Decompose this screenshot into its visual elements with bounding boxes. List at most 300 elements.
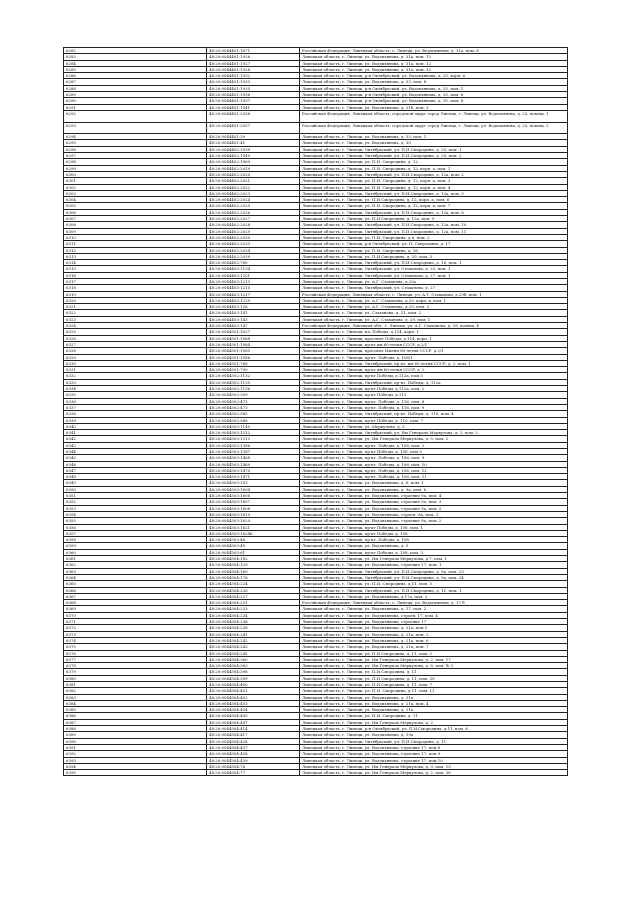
address-cell: Липецкая область, г. Липецк, пр-кт. Победы, д. 108, пом. 2 [300,442,568,448]
address-cell: Липецкая область, г. Липецк, Октябрьский, ул. П.И.Смородина, д. 12а, пом. 11 [300,228,568,234]
row-number-cell: 6383 [64,694,207,700]
row-number-cell: 6349 [64,480,207,486]
cadastral-number-cell: 48:20:0044402:1940 [207,153,300,159]
address-cell: Липецкая область, г. Липецк, ул. П.И. Смородина, д. 16 [300,247,568,253]
row-number-cell: 6298 [64,159,207,165]
cadastral-number-cell: 48:20:0044402:2027 [207,216,300,222]
row-number-cell: 6333 [64,379,207,385]
address-cell: Липецкая область, г. Липецк, р-н Октябрьский, ул. Водопьянова, д. 25, корп. а [300,73,568,79]
address-cell: Липецкая область, г. Липецк, ул. Водопьянова, строение 17, пом 9 [300,751,568,757]
cadastral-number-cell: 48:20:0044504:402 [207,694,300,700]
row-number-cell: 6332 [64,373,207,379]
row-number-cell: 6335 [64,392,207,398]
cadastral-number-cell: 48:20:0044403:141 [207,310,300,316]
cadastral-number-cell: 48:20:0044501:768 [207,360,300,366]
row-number-cell: 6348 [64,474,207,480]
cadastral-number-cell: 48:20:0044401:1937 [207,98,300,104]
cadastral-number-cell: 48:20:0044503:153 [207,480,300,486]
row-number-cell: 6388 [64,726,207,732]
row-number-cell: 6358 [64,537,207,543]
address-cell: Липецкая область, г. Липецк, ул. Водопьянова, строение 9а, пом. 5 [300,505,568,511]
address-cell: Липецкая область, г. Липецк, Октябрьский, ул. П.И.Смородина, д. 20, пом. 2 [300,153,568,159]
cadastral-number-cell: 48:20:0044401:1933 [207,79,300,85]
cadastral-number-cell: 48:20:0044504:414 [207,726,300,732]
row-number-cell: 6285 [64,66,207,72]
row-number-cell: 6329 [64,354,207,360]
address-cell: Липецкая область, г. Липецк, ул. П.И. Смородина, д. 12 [300,159,568,165]
cadastral-number-cell: 48:20:0044504:224 [207,581,300,587]
row-number-cell: 6303 [64,190,207,196]
cadastral-number-cell: 48:20:0044503:1387 [207,449,300,455]
row-number-cell: 6379 [64,669,207,675]
address-cell: Липецкая область, г. Липецк, пр-кт. Победы, д. 106, пом. 9 [300,455,568,461]
document-page [63,47,567,776]
row-number-cell: 6330 [64,360,207,366]
cadastral-number-cell: 48:20:0044504:363 [207,663,300,669]
cadastral-number-cell: 48:20:0044402:1969 [207,159,300,165]
row-number-cell: 6300 [64,171,207,177]
address-cell: Липецкая область, г. Липецк, ул. Водопьянова, д. 9а, пом. 6 [300,486,568,492]
address-cell: Российская Федерация, Липецкая обл., г. Липецк, ул. А.Г. Стаханова, д. 39, помещ. 4 [300,323,568,329]
address-cell: Липецкая область, г. Липецк, проспект Имени 60-летия СССР, д.2/1 [300,348,568,354]
row-number-cell: 6322 [64,310,207,316]
address-cell: Липецкая область, г. Липецк, ул. П.И.Смородина, д. 12, корп. а, пом. 6 [300,197,568,203]
row-number-cell: 6331 [64,367,207,373]
cadastral-number-cell: 48:20:0044403:1217 [207,291,300,297]
row-number-cell: 6316 [64,272,207,278]
address-cell: Липецкая область, г. Липецк, пр-кт. Победы, д. 106, пом. 12 [300,467,568,473]
address-cell: Липецкая область, г. Липецк, ул. Водопьянова, д. 21а, пом 5 [300,625,568,631]
row-number-cell: 6339 [64,417,207,423]
row-number-cell: 6282 [64,48,207,54]
address-cell: Липецкая область, г. Липецк, ул. Им Генерала Меркулова, д. 2, пом. 17 [300,656,568,662]
row-number-cell: 6368 [64,600,207,606]
cadastral-number-cell: 48:20:0044504:439 [207,757,300,763]
cadastral-number-cell: 48:20:0044402:2028 [207,222,300,228]
row-number-cell: 6382 [64,688,207,694]
address-cell: Липецкая область, г. Липецк, пр-кт. Победы, д. 106, пом. 10 [300,461,568,467]
address-cell: Липецкая область, г. Липецк, р-н Октябрьский, ул. Водопьянова, д. 35, пом. 8 [300,98,568,104]
cadastral-number-cell: 48:20:0044503:1621 [207,524,300,530]
cadastral-number-cell: 48:20:0044402:2033 [207,241,300,247]
cadastral-number-cell: 48:20:0044403:147 [207,323,300,329]
address-cell: Российская Федерация, Липецкая область, городской округ город Липецк, г. Липецк, ул. Водопьянова, д. 25, помещ. 2 [300,122,568,134]
cadastral-number-cell: 48:20:0044502:565 [207,411,300,417]
table-body [64,48,568,776]
address-cell: Липецкая область, г. Липецк, ул. П.И.Смородина, д. 11 [300,669,568,675]
row-number-cell: 6341 [64,430,207,436]
row-number-cell: 6354 [64,511,207,517]
cadastral-number-cell: 48:20:0044501:1084 [207,341,300,347]
row-number-cell: 6380 [64,675,207,681]
cadastral-number-cell: 48:20:0044504:233 [207,606,300,612]
row-number-cell: 6313 [64,253,207,259]
row-number-cell: 6290 [64,98,207,104]
cadastral-number-cell: 48:20:0044504:234 [207,612,300,618]
address-cell: Липецкая область, г. Липецк, пр-кт. Победы, д. 106, пом. 11 [300,474,568,480]
row-number-cell: 6344 [64,449,207,455]
address-cell: Российская Федерация, Липецкая область, г. Липецк, ул. Водопьянова, д. 17 б [300,600,568,606]
cadastral-number-cell: 48:20:0044504:243 [207,644,300,650]
cadastral-number-cell: 48:20:0044503:1607 [207,499,300,505]
address-cell: Липецкая область, г. Липецк, р-н Октябрьский, ул. П.И.Смородина, д.11, пом. 6 [300,726,568,732]
address-cell: Липецкая область, г. Липецк, пр-кт Победы, д. 108 [300,530,568,536]
address-cell: Липецкая область, г. Липецк, ул. Меркулова, д. 5 [300,423,568,429]
cadastral-number-cell: 48:20:0044504:231 [207,600,300,606]
cadastral-number-cell: 48:20:0044401:39 [207,134,300,140]
row-number-cell: 6296 [64,146,207,152]
address-cell: Липецкая область, г. Липецк, Октябрьский, ул. П.И.Смородина, д. 9а, пом. 23 [300,568,568,574]
cadastral-number-cell: 48:20:0044503:1470 [207,467,300,473]
row-number-cell: 6323 [64,316,207,322]
address-cell: Липецкая область, г. Липецк, пр-кт. Победы, д. 116, пом. 9 [300,404,568,410]
property-table [63,47,568,776]
cadastral-number-cell: 48:20:0044503:1386 [207,442,300,448]
address-cell: Липецкая область, г. Липецк, ул. П.И. Смородина, д. 12, корп. а, пом. 3 [300,178,568,184]
cadastral-number-cell: 48:20:0044503:1608 [207,505,300,511]
cadastral-number-cell: 48:20:0044403:1213 [207,278,300,284]
address-cell: Липецкая область, г. Липецк, ул. Водопьянова, д. 9 [300,543,568,549]
row-number-cell: 6327 [64,341,207,347]
address-cell: Липецкая область, г. Липецк, ул. Стаханова, д. 21, пом. 2 [300,310,568,316]
row-number-cell: 6364 [64,574,207,580]
address-cell: Липецкая область, г. Липецк, ул. Водопьянова, строен. 9А, пом. 1 [300,511,568,517]
address-cell: Липецкая область, г. Липецк, ул. Водопьянова, д. 33, пом. 1 [300,134,568,140]
cadastral-number-cell: 48:20:0044504:77 [207,770,300,776]
cadastral-number-cell: 48:20:0044503:1312 [207,430,300,436]
row-number-cell: 6365 [64,581,207,587]
table-row [64,110,568,122]
address-cell: Липецкая область, г. Липецк, Октябрьский, ул. П.И.Смородина, д. 12а, пом. 2 [300,171,568,177]
cadastral-number-cell: 48:20:0044502:568 [207,417,300,423]
row-number-cell: 6377 [64,656,207,662]
address-cell: Липецкая область, г. Липецк, ул. Водопьянова, д. 19а [300,732,568,738]
address-cell: Липецкая область, г. Липецк, ул. Водопьянова, д. 21б, пом. 3 [300,104,568,110]
row-number-cell: 6337 [64,404,207,410]
row-number-cell: 6289 [64,92,207,98]
cadastral-number-cell: 48:20:0044402:2026 [207,209,300,215]
address-cell: Липецкая область, г. Липецк, ул. Водопьянова, д. 17, пом. 2 [300,606,568,612]
address-cell: Липецкая область, г. Липецк, ул. П.И. Смородина, д. 12, корп. а, пом. 4 [300,184,568,190]
row-number-cell: 6287 [64,79,207,85]
row-number-cell: 6315 [64,266,207,272]
row-number-cell: 6320 [64,297,207,303]
row-number-cell: 6366 [64,587,207,593]
address-cell: Липецкая область, г. Липецк, ул. П.И Смородина, д. 11, пом. 39 [300,675,568,681]
cadastral-number-cell: 48:20:0044503:1619 [207,511,300,517]
address-cell: Липецкая область, г. Липецк, ул. Водопьянова, строение 17 [300,619,568,625]
cadastral-number-cell: 48:20:0044401:2056 [207,110,300,122]
row-number-cell: 6347 [64,467,207,473]
cadastral-number-cell: 48:20:0044502:1132 [207,373,300,379]
address-cell: Липецкая область, г. Липецк, пр-кт Победы, д.112а, пом. 2 [300,386,568,392]
cadastral-number-cell: 48:20:0044504:404 [207,707,300,713]
address-cell: Липецкая область, г. Липецк, пр-кт Победы, д.112а, пом 5 [300,373,568,379]
cadastral-number-cell: 48:20:0044403:1201 [207,272,300,278]
cadastral-number-cell: 48:20:0044501:790 [207,367,300,373]
cadastral-number-cell: 48:20:0044502:1135 [207,379,300,385]
cadastral-number-cell: 48:20:0044504:129 [207,562,300,568]
cadastral-number-cell: 48:20:0044402:2030 [207,234,300,240]
address-cell: Липецкая область, г. Липецк, пр-кт Победы, д. 108, пом. 3 [300,549,568,555]
address-cell: Липецкая область, г. Липецк, ул. Водопьянова, строение 9а, пом. 2 [300,518,568,524]
cadastral-number-cell: 48:20:0044403:1134 [207,266,300,272]
row-number-cell: 6304 [64,197,207,203]
address-cell: Липецкая область, г. Липецк, пр-кт Победы, д. 108, пом 3 [300,449,568,455]
cadastral-number-cell: 48:20:0044401:2057 [207,122,300,134]
address-cell: Липецкая область, г. Липецк, ул. Водопьянова, строен. 17, пом. 4 [300,612,568,618]
cadastral-number-cell: 48:20:0044401:1926 [207,54,300,60]
address-cell: Липецкая область, г. Липецк, ул. А.Г. Стаханова, д.25а [300,278,568,284]
address-cell: Липецкая область, г. Липецк, ул. Водопьянова, д. 31а, пом. 12 [300,66,568,72]
row-number-cell: 6328 [64,348,207,354]
cadastral-number-cell: 48:20:0044503:1140 [207,423,300,429]
address-cell: Липецкая область, г. Липецк, ул. Водопьянова, д. 21а, пом. 7 [300,644,568,650]
row-number-cell: 6326 [64,335,207,341]
row-number-cell: 6371 [64,619,207,625]
address-cell: Липецкая область, г. Липецк, Октябрьский, пр-кт. Победы, д. 110, пом. 4 [300,411,568,417]
address-cell: Липецкая область, г. Липецк, пл. Победы, д.114, корп. 1 [300,329,568,335]
address-cell: Липецкая область, г. Липецк, ул. Водопьянова, д.17а, пом. 2 [300,593,568,599]
row-number-cell: 6286 [64,73,207,79]
row-number-cell: 6381 [64,681,207,687]
cadastral-number-cell: 48:20:0044503:61 [207,549,300,555]
table-row [64,122,568,134]
address-cell: Липецкая область, г. Липецк, Октябрьский, ул. Стаханова, д. 27, пом. 1 [300,272,568,278]
address-cell: Липецкая область, г. Липецк, Октябрьский, ул. П.И.Смородина, д. 12а, пом. 5 [300,190,568,196]
row-number-cell: 6391 [64,744,207,750]
row-number-cell: 6352 [64,499,207,505]
address-cell: Липецкая область, г. Липецк, Октябрьский, пр-кт. Победы, д. 112а [300,379,568,385]
row-number-cell: 6376 [64,650,207,656]
row-number-cell: 6310 [64,234,207,240]
row-number-cell: 6361 [64,556,207,562]
address-cell: Липецкая область, г. Липецк, ул. А.Г. Стаханова, д.29, пом. 3 [300,304,568,310]
address-cell: Российская Федерация, Липецкая область, городской округ город Липецк, г. Липецк, ул. Водопьянова, д. 25, помещ. 1 [300,110,568,122]
cadastral-number-cell: 48:20:0044402:2022 [207,184,300,190]
cadastral-number-cell: 48:20:0044504:428 [207,738,300,744]
cadastral-number-cell: 48:20:0044504:76 [207,763,300,769]
address-cell: Липецкая область, г. Липецк, ул. П.И.Смородина, д. 12а, пом. 9 [300,216,568,222]
row-number-cell: 6302 [64,184,207,190]
row-number-cell: 6345 [64,455,207,461]
cadastral-number-cell: 48:20:0044504:437 [207,744,300,750]
address-cell: Липецкая область, г. Липецк, пр-кт Победы, д. 110, пом. 7 [300,417,568,423]
cadastral-number-cell: 48:20:0044504:405 [207,713,300,719]
cadastral-number-cell: 48:20:0044503:16246 [207,530,300,536]
address-cell: Липецкая область, г. Липецк, ул. П.И. Смородина, д.6, пом. 2 [300,234,568,240]
cadastral-number-cell: 48:20:0044403:1215 [207,285,300,291]
row-number-cell: 6311 [64,241,207,247]
row-number-cell: 6306 [64,209,207,215]
address-cell: Липецкая область, г. Липецк, ул. П.И. Смородина, д.11, пом. 5 [300,581,568,587]
row-number-cell: 6390 [64,738,207,744]
cadastral-number-cell: 48:20:0044503:1468 [207,455,300,461]
row-number-cell: 6283 [64,54,207,60]
row-number-cell: 6375 [64,644,207,650]
cadastral-number-cell: 48:20:0044402:2021 [207,178,300,184]
cadastral-number-cell: 48:20:0044401:1671 [207,48,300,54]
cadastral-number-cell: 48:20:0044504:236 [207,619,300,625]
row-number-cell: 6284 [64,60,207,66]
row-number-cell: 6387 [64,719,207,725]
address-cell: Липецкая область, г. Липецк, ул. Водопьянова, д. 21а [300,707,568,713]
row-number-cell: 6370 [64,612,207,618]
row-number-cell: 6356 [64,524,207,530]
row-number-cell: 6353 [64,505,207,511]
cadastral-number-cell: 48:20:0044402:2023 [207,190,300,196]
row-number-cell: 6385 [64,707,207,713]
row-number-cell: 6307 [64,216,207,222]
row-number-cell: 6342 [64,436,207,442]
cadastral-number-cell: 48:20:0044403:1220 [207,297,300,303]
row-number-cell: 6355 [64,518,207,524]
cadastral-number-cell: 48:20:0044401:1935 [207,85,300,91]
cadastral-number-cell: 48:20:0044503:1469 [207,461,300,467]
cadastral-number-cell: 48:20:0044504:226 [207,587,300,593]
address-cell: Липецкая область, г. Липецк, пр-кт. Победы, д. 108 [300,537,568,543]
address-cell: Липецкая область, г. Липецк, ул. Водопьянова, д. 35 [300,140,568,146]
row-number-cell: 6395 [64,770,207,776]
row-number-cell: 6309 [64,228,207,234]
cadastral-number-cell: 48:20:0044401:1941 [207,104,300,110]
address-cell: Липецкая область, г. Липецк, пр-кт Победы, д. 108, пом. 1 [300,524,568,530]
cadastral-number-cell: 48:20:0044403:126 [207,304,300,310]
address-cell: Липецкая область, г. Липецк, ул. Водопьянова, д. 21а, пом. 2 [300,631,568,637]
address-cell: Липецкая область, г. Липецк, Октябрьский, ул. Им Генерала Меркулова, д. 2, пом. 2 [300,430,568,436]
cadastral-number-cell: 48:20:0044502:309 [207,392,300,398]
address-cell: Липецкая область, г. Липецк, ул. А.Г. Стаханова, д.29, корп. в, пом. 1 [300,297,568,303]
address-cell: Липецкая область, г. Липецк, ул. Им Генерала Меркулова, д. 2 [300,719,568,725]
row-number-cell: 6394 [64,763,207,769]
cadastral-number-cell: 48:20:0044504:407 [207,719,300,725]
cadastral-number-cell: 48:20:0044501:1085 [207,348,300,354]
address-cell: Липецкая область, г. Липецк, ул. Им Генерала Меркулова, д. 8, пом. № 1 [300,663,568,669]
cadastral-number-cell: 48:20:0044504:238 [207,625,300,631]
address-cell: Липецкая область, г. Липецк, ул. П.И. Смородина, д. 12, корп. а, пом. 7 [300,203,568,209]
address-cell: Липецкая область, г. Липецк, ул. Водопьянова, строение 9а, пом. 3 [300,499,568,505]
cadastral-number-cell: 48:20:0044503:1620 [207,518,300,524]
address-cell: Липецкая область, г. Липецк, ул. Водопьянова, д. 21а, пом. 4 [300,700,568,706]
cadastral-number-cell: 48:20:0044503:46 [207,537,300,543]
cadastral-number-cell: 48:20:0044402:2024 [207,197,300,203]
cadastral-number-cell: 48:20:0044402:2034 [207,247,300,253]
row-number-cell: 6324 [64,323,207,329]
row-number-cell: 6288 [64,85,207,91]
cadastral-number-cell: 48:20:0044504:182 [207,556,300,562]
cadastral-number-cell: 48:20:0044402:2039 [207,253,300,259]
row-number-cell: 6386 [64,713,207,719]
cadastral-number-cell: 48:20:0044502:473 [207,404,300,410]
row-number-cell: 6389 [64,732,207,738]
row-number-cell: 6373 [64,631,207,637]
row-number-cell: 6350 [64,486,207,492]
cadastral-number-cell: 48:20:0044401:41 [207,140,300,146]
cadastral-number-cell: 48:20:0044504:401 [207,688,300,694]
cadastral-number-cell: 48:20:0044401:1936 [207,92,300,98]
cadastral-number-cell: 48:20:0044501:1068 [207,335,300,341]
row-number-cell: 6292 [64,110,207,122]
cadastral-number-cell: 48:20:0044503:49 [207,543,300,549]
cadastral-number-cell: 48:20:0044502:1136 [207,386,300,392]
address-cell: Липецкая область, г. Липецк, ул. П.И. Смородина, д. 11 [300,713,568,719]
row-number-cell: 6392 [64,751,207,757]
row-number-cell: 6294 [64,134,207,140]
row-number-cell: 6301 [64,178,207,184]
cadastral-number-cell: 48:20:0044504:242 [207,637,300,643]
row-number-cell: 6312 [64,247,207,253]
address-cell: Липецкая область, г. Липецк, ул. Им Генерала Меркулова, д. 3, пом. 15 [300,763,568,769]
row-number-cell: 6369 [64,606,207,612]
row-number-cell: 6367 [64,593,207,599]
address-cell: Липецкая область, г. Липецк, ул. Водопьянова, д. 21а [300,694,568,700]
row-number-cell: 6299 [64,165,207,171]
address-cell: Липецкая область, г. Липецк, ул. А.Г. Стаханова, д. 29, пом. 1 [300,316,568,322]
row-number-cell: 6319 [64,291,207,297]
address-cell: Липецкая область, г. Липецк, Октябрьский, ул. П.И.Смородина, д. 9а, пом. 24 [300,574,568,580]
cadastral-number-cell: 48:20:0044403:143 [207,316,300,322]
address-cell: Липецкая область, г. Липецк, Октябрьский, ул. П.И.Смородина, д. 12а, пом. 10 [300,222,568,228]
cadastral-number-cell: 48:20:0044503:1471 [207,474,300,480]
row-number-cell: 6359 [64,543,207,549]
address-cell: Российская Федерация, Липецкая область, г. Липецк, ул. А.Г. Стаханова, д.29б, пом. 1 [300,291,568,297]
address-cell: Липецкая область, г. Липецк, ул. Водопьянова, строение 17, пом 8 [300,744,568,750]
address-cell: Липецкая область, г. Липецк, ул. Водопьянова, д. 33, пом. 8 [300,79,568,85]
row-number-cell: 6346 [64,461,207,467]
row-number-cell: 6291 [64,104,207,110]
address-cell: Липецкая область, г. Липецк, ул. Водопьянова, строение 9а, пом. 4 [300,493,568,499]
address-cell: Липецкая область, г. Липецк, Октябрьский, ул. Стаханова, д. 25, пом. 1 [300,266,568,272]
cadastral-number-cell: 48:20:0044504:399 [207,675,300,681]
cadastral-number-cell: 48:20:0044504:227 [207,593,300,599]
row-number-cell: 6297 [64,153,207,159]
address-cell: Липецкая область, г. Липецк, проспект Победы, д.114, корп. 1 [300,335,568,341]
address-cell: Липецкая область, г. Липецк, Октябрьский, ул. П.И.Смородина, д. 11 [300,738,568,744]
cadastral-number-cell: 48:20:0044402:2025 [207,203,300,209]
address-cell: Липецкая область, г. Липецк, пр-кт. Победы, д. 116, пом. 8 [300,398,568,404]
row-number-cell: 6317 [64,278,207,284]
row-number-cell: 6374 [64,637,207,643]
cadastral-number-cell: 48:20:0044504:176 [207,574,300,580]
address-cell: Липецкая область, г. Липецк, ул. П.И. Смородина, д.11, пом. 11 [300,688,568,694]
row-number-cell: 6334 [64,386,207,392]
row-number-cell: 6351 [64,493,207,499]
cadastral-number-cell: 48:20:0044504:403 [207,700,300,706]
row-number-cell: 6295 [64,140,207,146]
address-cell: Липецкая область, г. Липецк, Октябрьский, ул. П.И.Смородина, д. 12а, пом. 8 [300,209,568,215]
address-cell: Липецкая область, г. Липецк, ул. Водопьянова, д. 31а, пом. 12 [300,60,568,66]
address-cell: Липецкая область, г. Липецк, ул. П.И.Смородина, д. 11, пом. 2 [300,650,568,656]
row-number-cell: 6318 [64,285,207,291]
cadastral-number-cell: 48:20:0044504:438 [207,751,300,757]
cadastral-number-cell: 48:20:0044504:245 [207,650,300,656]
cadastral-number-cell: 48:20:0044401:1927 [207,60,300,66]
cadastral-number-cell: 48:20:0044402:2019 [207,165,300,171]
address-cell: Липецкая область, г. Липецк, ул. Им Генерала Меркулова, д. 5, пом. 2 [300,436,568,442]
row-number-cell: 6393 [64,757,207,763]
address-cell: Липецкая область, г. Липецк, пр-кт им 60-летия СССР, д. 2 [300,367,568,373]
row-number-cell: 6357 [64,530,207,536]
address-cell: Липецкая область, г. Липецк, ул. Водопьянова, д. 31а, пом. 13 [300,54,568,60]
cadastral-number-cell: 48:20:0044401:1932 [207,73,300,79]
cadastral-number-cell: 48:20:0044502:471 [207,398,300,404]
cadastral-number-cell: 48:20:0044504:360 [207,656,300,662]
row-number-cell: 6321 [64,304,207,310]
cadastral-number-cell: 48:20:0044401:1928 [207,66,300,72]
row-number-cell: 6336 [64,398,207,404]
cadastral-number-cell: 48:20:0044402:780 [207,260,300,266]
address-cell: Липецкая область, г. Липецк, Октябрьский, пр-кт. им 60-летия СССР, д. 2, пом. 1 [300,360,568,366]
